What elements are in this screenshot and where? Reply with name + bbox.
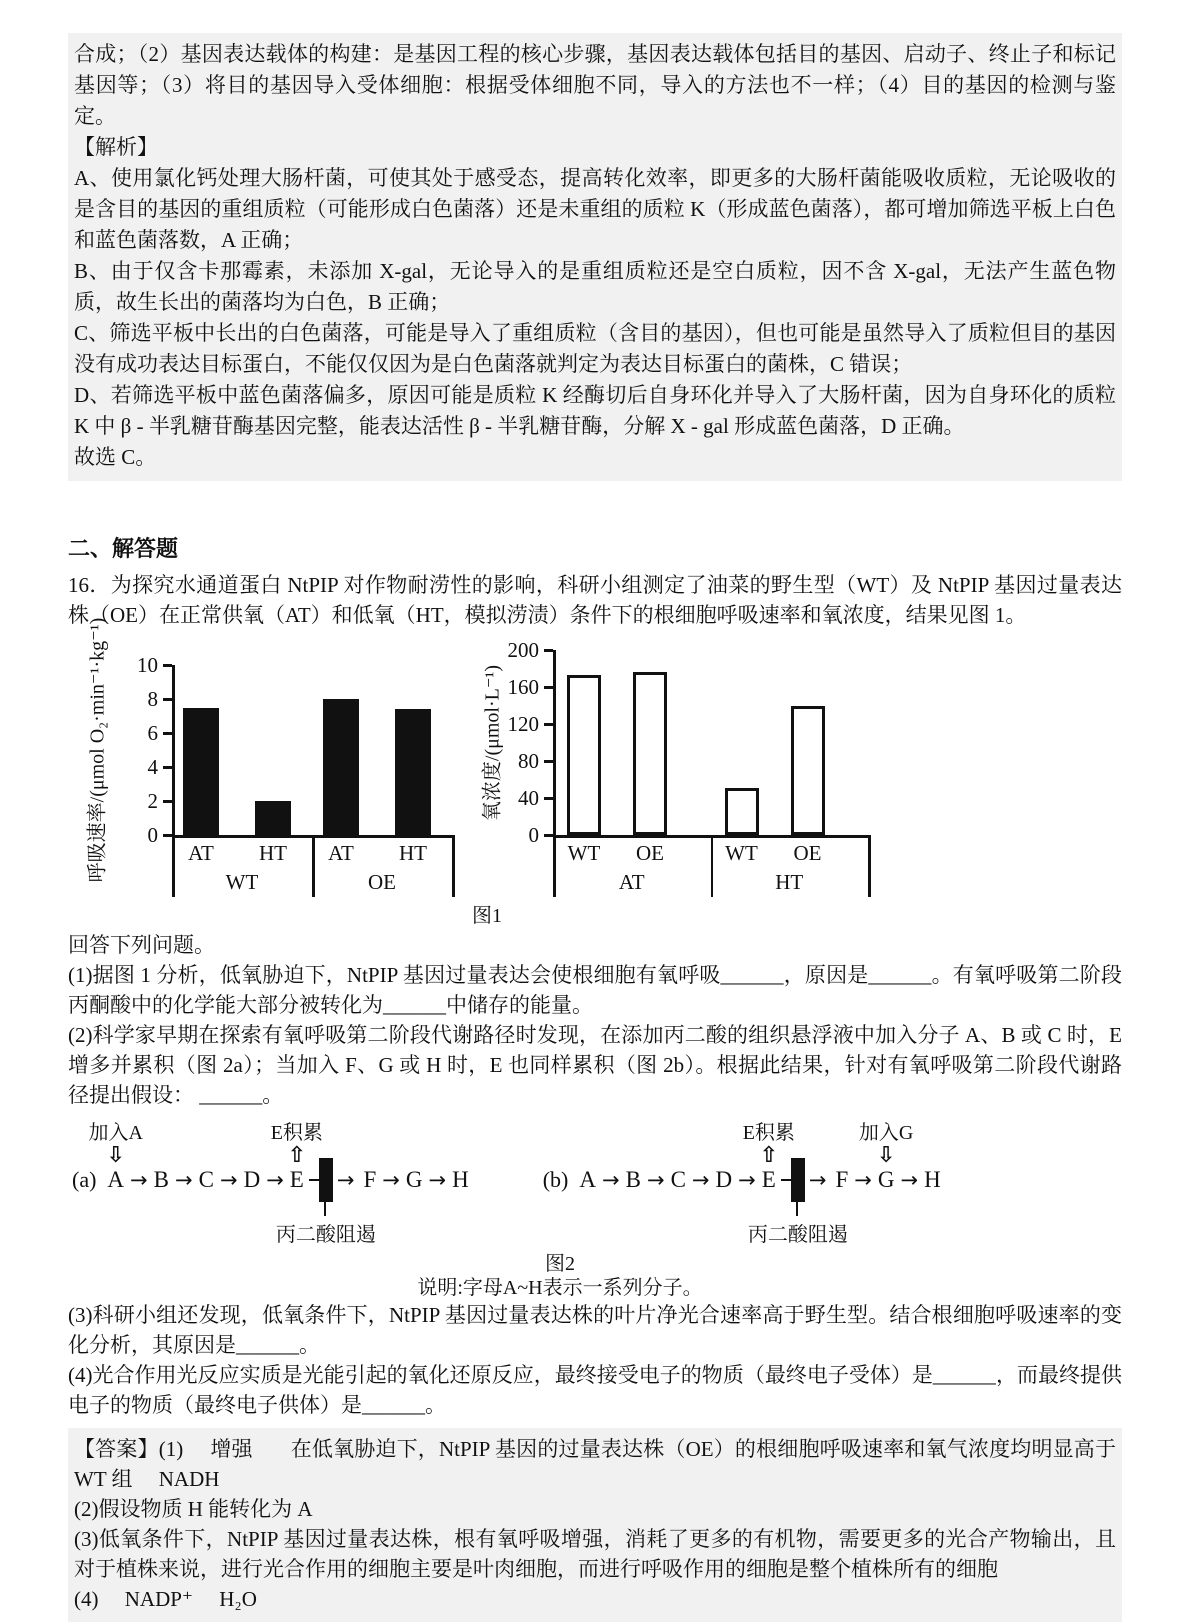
- right-arrow-icon: →: [808, 1168, 827, 1192]
- y-tick-label: 6: [147, 721, 158, 745]
- pathway-node: [626, 1167, 641, 1193]
- section-heading: 二、解答题: [68, 536, 179, 561]
- option-c-analysis: C、筛选平板中长出的白色菌落，可能是导入了重组质粒（含目的基因），但也可能是虽然导入了质粒但目的基因没有成功表达目标蛋白，不能仅仅因为是白色菌落就判定为表达目标蛋白的菌株，C 错误；: [74, 321, 1116, 376]
- blocker-stem-line: [796, 1202, 799, 1216]
- right-arrow-icon: →: [646, 1168, 665, 1192]
- pathway-node: [363, 1167, 376, 1193]
- pathway-prefix: (b): [542, 1167, 569, 1192]
- answer-1: 【答案】(1) 增强 在低氧胁迫下，NtPIP 基因的过量表达株（OE）的根细胞呼吸速率和氧气浓度均明显高于 WT 组 NADH: [74, 1437, 1116, 1491]
- y-axis-label: 氧浓度/(μmol·L⁻¹): [481, 664, 504, 821]
- y-tick-icon: [544, 649, 553, 652]
- down-block-arrow-icon: ⇩: [106, 1143, 125, 1168]
- molecule-letter: H: [924, 1167, 941, 1192]
- option-a-analysis: A、使用氯化钙处理大肠杆菌，可使其处于感受态，提高转化效率，即更多的大肠杆菌能吸收质粒，无论吸收的是含目的基因的重组质粒（可能形成白色菌落）还是未重组的质粒 K（形成蓝色菌落），都可增加筛选平板上白色和蓝色菌落数，A 正确；: [74, 166, 1116, 252]
- right-arrow-icon: →: [336, 1168, 355, 1192]
- right-arrow-icon: →: [900, 1168, 919, 1192]
- pathway-node: [742, 1122, 795, 1193]
- blocker-shaft: [781, 1179, 791, 1182]
- right-arrow-icon: →: [266, 1168, 284, 1192]
- pathway-node: [671, 1167, 686, 1193]
- pathway-node: [924, 1167, 941, 1193]
- y-tick-label: 80: [518, 749, 539, 773]
- annotation-text: E积累: [270, 1122, 323, 1144]
- y-tick-label: 200: [507, 638, 539, 662]
- y-tick-icon: [163, 664, 172, 667]
- category-label: WT: [567, 841, 601, 865]
- molecule-letter: F: [363, 1167, 377, 1192]
- y-tick-label: 0: [528, 823, 539, 847]
- pathway-node: [270, 1122, 323, 1193]
- pathway-node: [154, 1167, 169, 1193]
- question-4: (4)光合作用光反应实质是光能引起的氧化还原反应，最终接受电子的物质（最终电子受体）是______，而最终提供电子的物质（最终电子供体）是______。: [68, 1363, 1122, 1417]
- y-tick-label: 8: [147, 687, 158, 711]
- y-tick-icon: [163, 834, 172, 837]
- addition-annotation: [89, 1120, 143, 1167]
- y-tick-label: 2: [147, 789, 158, 813]
- right-arrow-icon: →: [738, 1168, 756, 1192]
- pathway-node: [858, 1122, 914, 1193]
- group-label: HT: [775, 870, 804, 894]
- figure1: [72, 617, 902, 928]
- figure2-note: 说明:字母A~H表示一系列分子。: [417, 1277, 703, 1299]
- molecule-letter: B: [153, 1167, 169, 1192]
- pathway-node: [835, 1167, 848, 1193]
- pathway-diagrams: [72, 1112, 1122, 1252]
- option-d-analysis: D、若筛选平板中蓝色菌落偏多，原因可能是质粒 K 经酶切后自身环化并导入了大肠杆菌，因为自身环化的质粒 K 中 β - 半乳糖苷酶基因完整，能表达活性 β - 半乳糖苷酶，分解 X - gal 形成蓝色菌落，D 正确。: [74, 383, 1116, 438]
- right-arrow-icon: →: [602, 1168, 620, 1192]
- question16-intro: 16．为探究水通道蛋白 NtPIP 对作物耐涝性的影响，科研小组测定了油菜的野生型（WT）及 NtPIP 基因过量表达株（OE）在正常供氧（AT）和低氧（HT，模拟涝渍）条件下的根细胞呼吸速率和氧浓度，结果见图 1。: [68, 573, 1122, 627]
- y-tick-label: 0: [147, 823, 158, 847]
- molecule-letter: C: [198, 1167, 214, 1192]
- y-axis-label: 呼吸速率/(μmol O₂·min⁻¹·kg⁻¹): [86, 617, 109, 883]
- y-axis-label-area: [72, 617, 118, 883]
- molecule-letter: D: [715, 1167, 733, 1192]
- pathway-node: [88, 1122, 143, 1193]
- up-block-arrow-icon: ⇧: [287, 1143, 307, 1168]
- bar-wt-ht: [255, 801, 291, 835]
- question-1: (1)据图 1 分析，低氧胁迫下，NtPIP 基因过量表达会使根细胞有氧呼吸______，原因是______。有氧呼吸第二阶段丙酮酸中的化学能大部分被转化为______中储存的能量。: [68, 963, 1122, 1017]
- malonate-blocker: [747, 1158, 848, 1246]
- molecule-letter: G: [877, 1167, 895, 1192]
- pathway-node: [406, 1167, 423, 1193]
- right-arrow-icon: →: [382, 1168, 400, 1192]
- molecule-letter: H: [452, 1167, 469, 1192]
- bar-ht-wt: [725, 788, 759, 835]
- malonate-blocker: [275, 1158, 376, 1246]
- figure1-charts: [72, 617, 902, 902]
- y-tick-label: 4: [147, 755, 158, 779]
- blocker-label: 丙二酸阻遏: [275, 1224, 376, 1246]
- y-tick-icon: [163, 800, 172, 803]
- y-tick-icon: [163, 698, 172, 701]
- y-tick-icon: [544, 686, 553, 689]
- right-arrow-icon: →: [428, 1168, 447, 1192]
- answer-block: [68, 1428, 1122, 1622]
- analysis-label: 【解析】: [74, 135, 158, 159]
- category-label: HT: [399, 841, 427, 865]
- y-tick-icon: [163, 766, 172, 769]
- bar-oe-ht: [395, 709, 431, 835]
- molecule-letter: A: [579, 1167, 597, 1192]
- bar-oe-at: [323, 699, 359, 835]
- down-block-arrow-icon: ⇩: [876, 1143, 896, 1168]
- blocker-label: 丙二酸阻遏: [747, 1224, 848, 1246]
- y-tick-label: 120: [507, 712, 539, 736]
- y-tick-label: 160: [507, 675, 539, 699]
- bar-ht-oe: [791, 706, 825, 835]
- y-tick-icon: [163, 732, 172, 735]
- group-label: AT: [618, 870, 645, 894]
- right-arrow-icon: →: [130, 1168, 148, 1192]
- figure2-caption: 图2: [545, 1253, 575, 1275]
- figure1-caption: 图1: [472, 905, 502, 927]
- answer-4: (4) NADP⁺ H₂O: [74, 1587, 257, 1611]
- y-tick-icon: [544, 760, 553, 763]
- answer-3: (3)低氧条件下，NtPIP 基因过量表达株，根有氧呼吸增强，消耗了更多的有机物，需要更多的光合产物输出，且对于植株来说，进行光合作用的细胞主要是叶肉细胞，而进行呼吸作用的细胞是整个植株所有的细胞: [74, 1527, 1116, 1581]
- y-tick-icon: [544, 797, 553, 800]
- conclusion-text: 故选 C。: [74, 445, 157, 469]
- right-arrow-icon: →: [691, 1168, 710, 1192]
- group-divider-line: [452, 835, 455, 897]
- up-block-arrow-icon: ⇧: [759, 1143, 779, 1168]
- molecule-letter: D: [243, 1167, 261, 1192]
- molecule-letter: C: [670, 1167, 686, 1192]
- analysis-block: [68, 33, 1122, 481]
- blocker-shaft: [309, 1179, 319, 1182]
- respiration-rate-chart: [72, 617, 467, 902]
- oxygen-concentration-chart: [467, 640, 882, 902]
- bar-wt-at: [183, 708, 219, 836]
- pathway-diagram-a: [72, 1112, 471, 1252]
- molecule-letter: E: [289, 1167, 304, 1192]
- pathway-node: [716, 1167, 733, 1193]
- y-tick-icon: [544, 723, 553, 726]
- right-arrow-icon: →: [854, 1168, 872, 1192]
- option-b-analysis: B、由于仅含卡那霉素，未添加 X-gal，无论导入的是重组质粒还是空白质粒，因不含 X-gal，无法产生蓝色物质，故生长出的菌落均为白色，B 正确；: [74, 259, 1116, 314]
- molecule-letter: A: [107, 1167, 125, 1192]
- category-label: AT: [328, 841, 354, 865]
- block-bar-icon: [319, 1158, 333, 1202]
- group-divider-line: [711, 835, 714, 897]
- group-label: OE: [368, 870, 396, 894]
- molecule-letter: B: [625, 1167, 641, 1192]
- vector-construction-text: 合成；（2）基因表达载体的构建：是基因工程的核心步骤，基因表达载体包括目的基因、启动子、终止子和标记基因等；（3）将目的基因导入受体细胞：根据受体细胞不同，导入的方法也不一样；（4）目的基因的检测与鉴定。: [74, 42, 1116, 128]
- figure2: [70, 1112, 1122, 1300]
- right-arrow-icon: →: [175, 1168, 193, 1192]
- category-label: HT: [259, 841, 287, 865]
- category-label: OE: [793, 841, 822, 865]
- question-2: (2)科学家早期在探索有氧呼吸第二阶段代谢路径时发现，在添加丙二酸的组织悬浮液中加入分子 A、B 或 C 时，E 增多并累积（图 2a）；当加入 F、G 或 H 时，E 也同样累积（图 2b）。根据此结果，针对有氧呼吸第二阶段代谢路径提出假设： ______。: [68, 1023, 1122, 1107]
- answer-prompt: 回答下列问题。: [68, 933, 215, 957]
- group-divider-line: [312, 835, 315, 897]
- pathway-node: [452, 1167, 469, 1193]
- y-tick-label: 40: [518, 786, 539, 810]
- category-label: OE: [636, 841, 664, 865]
- addition-annotation: [859, 1120, 913, 1167]
- question-3: (3)科研小组还发现，低氧条件下，NtPIP 基因过量表达株的叶片净光合速率高于野生型。结合根细胞呼吸速率的变化分析，其原因是______。: [68, 1303, 1122, 1357]
- answer-2: (2)假设物质 H 能转化为 A: [74, 1497, 313, 1521]
- molecule-letter: E: [761, 1167, 776, 1192]
- category-label: AT: [188, 841, 214, 865]
- pathway-node: [579, 1167, 596, 1193]
- molecule-letter: G: [405, 1167, 423, 1192]
- pathway-prefix: (a): [72, 1167, 97, 1192]
- annotation-text: 加入A: [88, 1122, 143, 1144]
- pathway-node: [244, 1167, 261, 1193]
- pathway-node: [199, 1167, 214, 1193]
- pathway-diagram-b: [543, 1112, 943, 1252]
- y-tick-label: 10: [137, 653, 158, 677]
- bar-at-oe: [633, 672, 667, 835]
- group-divider-line: [868, 835, 871, 897]
- molecule-letter: F: [835, 1167, 849, 1192]
- y-tick-icon: [544, 834, 553, 837]
- bar-at-wt: [567, 675, 601, 835]
- right-arrow-icon: →: [219, 1168, 238, 1192]
- annotation-text: 加入G: [858, 1122, 914, 1144]
- category-label: WT: [725, 841, 758, 865]
- block-bar-icon: [791, 1158, 805, 1202]
- figure2-captions: [70, 1252, 1050, 1300]
- annotation-text: E积累: [742, 1122, 795, 1144]
- group-label: WT: [225, 870, 259, 894]
- blocker-stem-line: [324, 1202, 327, 1216]
